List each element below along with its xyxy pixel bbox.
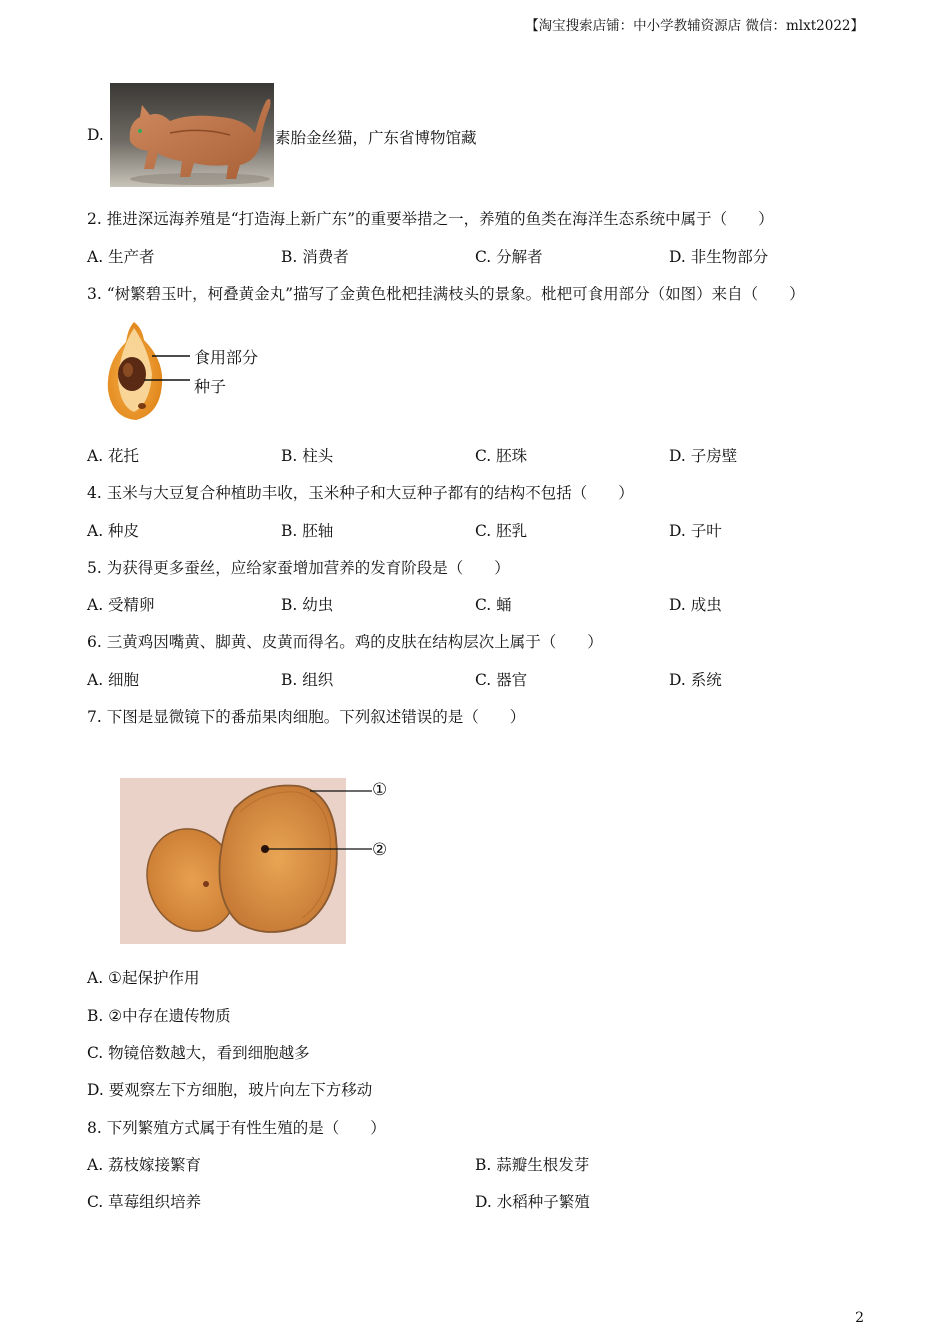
q3-stem: 3. “树繁碧玉叶，柯叠黄金丸”描写了金黄色枇杷挂满枝头的景象。枇杷可食用部分（如图）来自（ ） — [87, 285, 805, 303]
q1-option-d-label: D. — [87, 126, 104, 144]
q5-stem: 5. 为获得更多蚕丝，应给家蚕增加营养的发育阶段是（ ） — [87, 559, 510, 577]
q7-option-a: A. ①起保护作用 — [87, 969, 200, 987]
q4-stem: 4. 玉米与大豆复合种植助丰收，玉米种子和大豆种子都有的结构不包括（ ） — [87, 484, 634, 502]
q5-option-a: A. 受精卵 — [87, 596, 155, 614]
q7-figure-label-1: ① — [372, 780, 388, 800]
q3-figure-label-seed: 种子 — [194, 377, 227, 396]
q3-figure-label-edible: 食用部分 — [194, 348, 259, 367]
q4-option-c: C. 胚乳 — [475, 522, 528, 540]
q8-stem: 8. 下列繁殖方式属于有性生殖的是（ ） — [87, 1119, 386, 1137]
q4-option-b: B. 胚轴 — [281, 522, 334, 540]
q2-option-a: A. 生产者 — [87, 248, 155, 266]
loquat-figure — [104, 318, 274, 426]
q3-option-c: C. 胚珠 — [475, 447, 528, 465]
q7-option-b: B. ②中存在遗传物质 — [87, 1007, 231, 1025]
q6-option-c: C. 器官 — [475, 671, 528, 689]
q8-option-a: A. 荔枝嫁接繁育 — [87, 1156, 202, 1174]
q2-option-b: B. 消费者 — [281, 248, 349, 266]
q3-option-b: B. 柱头 — [281, 447, 334, 465]
cat-sculpture-image — [110, 83, 274, 187]
page-header: 【淘宝搜索店铺：中小学教辅资源店 微信：mlxt2022】 — [525, 18, 864, 34]
q4-option-a: A. 种皮 — [87, 522, 140, 540]
q4-option-d: D. 子叶 — [669, 522, 722, 540]
q2-stem: 2. 推进深远海养殖是“打造海上新广东”的重要举措之一，养殖的鱼类在海洋生态系统中属于（ ） — [87, 210, 774, 228]
q3-option-a: A. 花托 — [87, 447, 140, 465]
page-number: 2 — [855, 1310, 864, 1326]
q6-stem: 6. 三黄鸡因嘴黄、脚黄、皮黄而得名。鸡的皮肤在结构层次上属于（ ） — [87, 633, 603, 651]
q5-option-d: D. 成虫 — [669, 596, 722, 614]
q7-option-c: C. 物镜倍数越大，看到细胞越多 — [87, 1044, 310, 1062]
q1-option-d-text: 素胎金丝猫，广东省博物馆藏 — [275, 129, 477, 147]
q5-option-c: C. 蛹 — [475, 596, 512, 614]
q7-figure-label-2: ② — [372, 840, 388, 860]
q7-option-d: D. 要观察左下方细胞，玻片向左下方移动 — [87, 1081, 373, 1099]
q3-option-d: D. 子房壁 — [669, 447, 738, 465]
q5-option-b: B. 幼虫 — [281, 596, 334, 614]
q2-option-c: C. 分解者 — [475, 248, 543, 266]
q7-stem: 7. 下图是显微镜下的番茄果肉细胞。下列叙述错误的是（ ） — [87, 708, 526, 726]
q6-option-d: D. 系统 — [669, 671, 722, 689]
q2-option-d: D. 非生物部分 — [669, 248, 769, 266]
q6-option-a: A. 细胞 — [87, 671, 140, 689]
q6-option-b: B. 组织 — [281, 671, 334, 689]
q8-option-d: D. 水稻种子繁殖 — [475, 1193, 590, 1211]
tomato-cell-micrograph — [120, 778, 400, 944]
q8-option-c: C. 草莓组织培养 — [87, 1193, 202, 1211]
q8-option-b: B. 蒜瓣生根发芽 — [475, 1156, 590, 1174]
